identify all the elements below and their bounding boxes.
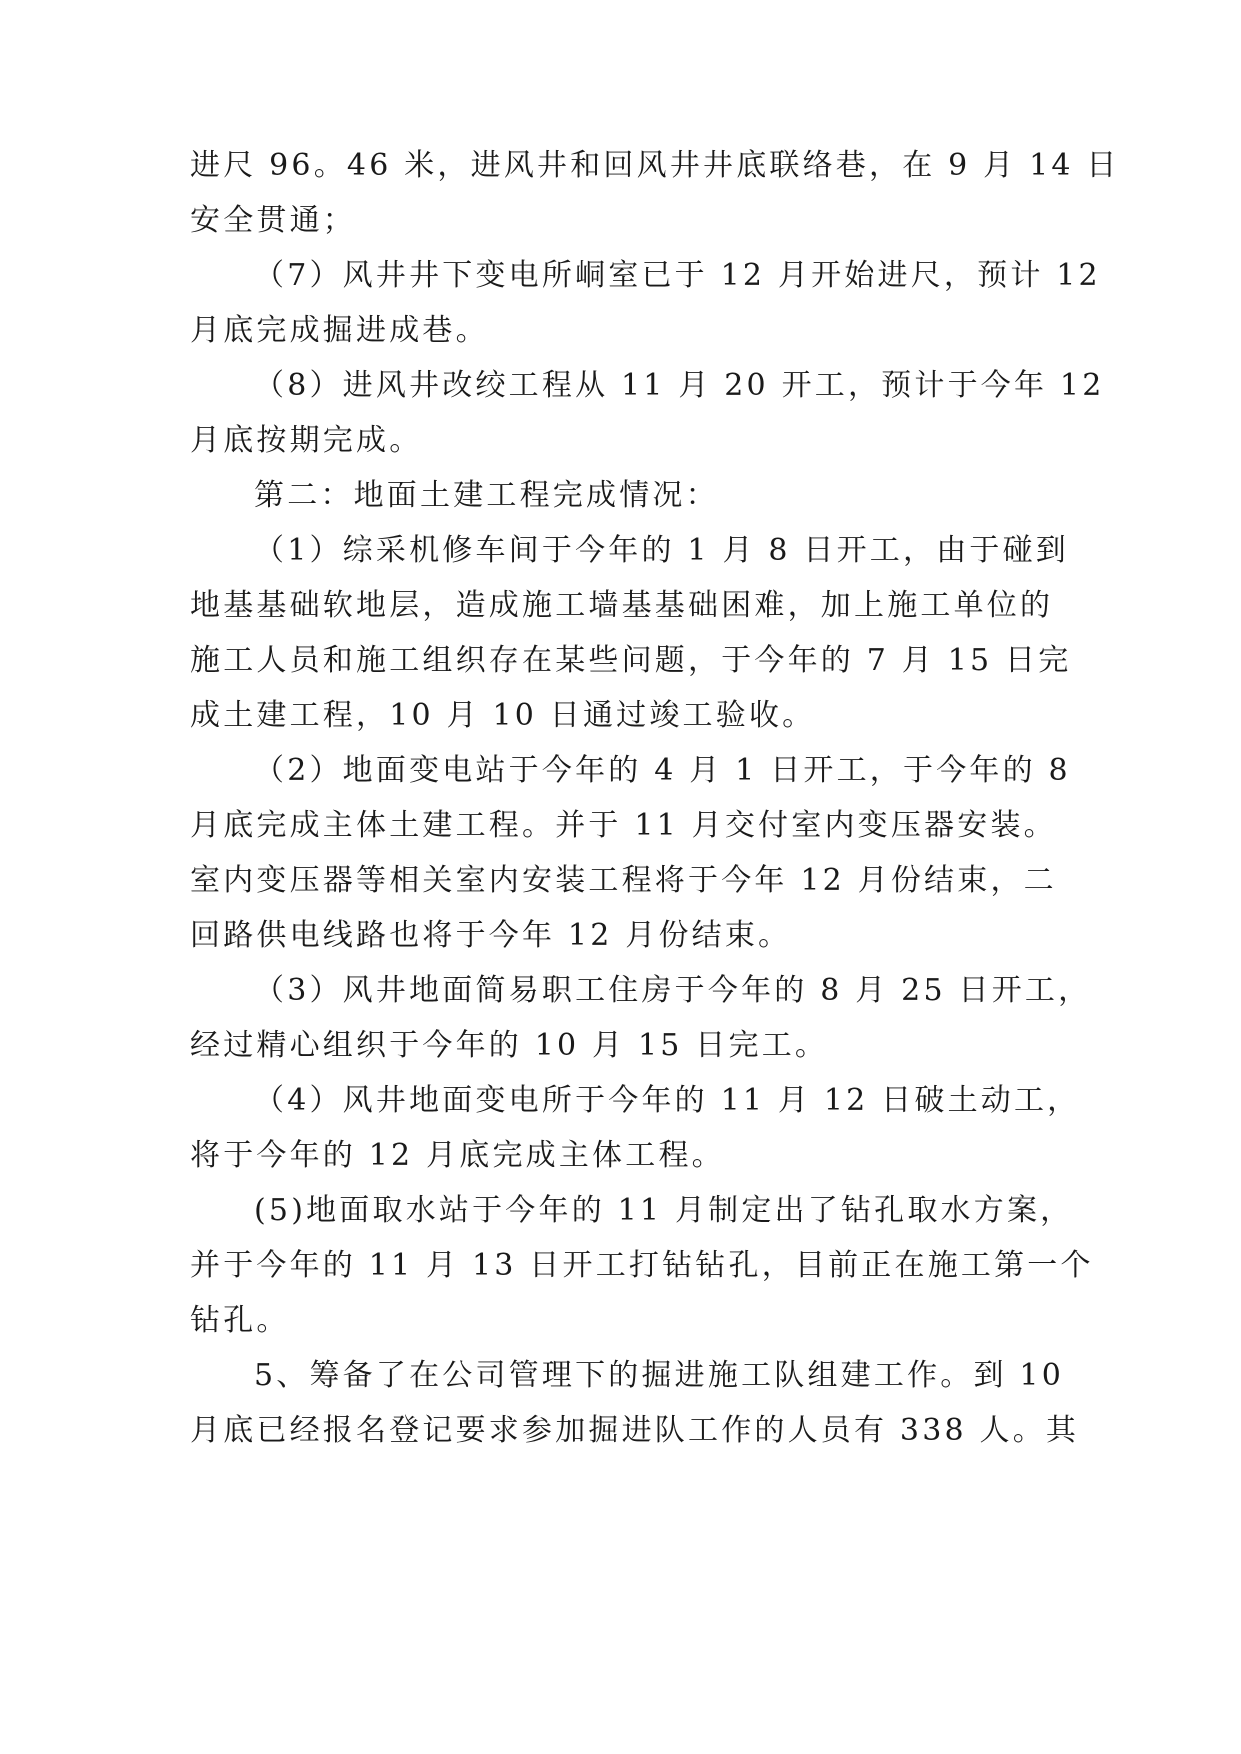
text-line: 回路供电线路也将于今年 12 月份结束。 (190, 918, 792, 953)
text-line: （4）风井地面变电所于今年的 11 月 12 日破土动工， (254, 1083, 1081, 1118)
text-line: 并于今年的 11 月 13 日开工打钻钻孔，目前正在施工第一个 (190, 1248, 1094, 1283)
section-heading: 第二：地面土建工程完成情况： (254, 478, 719, 513)
text-line: 施工人员和施工组织存在某些问题，于今年的 7 月 15 日完 (190, 643, 1072, 678)
text-line: 月底已经报名登记要求参加掘进队工作的人员有 338 人。其 (190, 1413, 1080, 1448)
text-line: 进尺 96。46 米，进风井和回风井井底联络巷，在 9 月 14 日 (190, 148, 1120, 183)
text-line: 安全贯通； (190, 203, 356, 238)
text-line: （3）风井地面简易职工住房于今年的 8 月 25 日开工， (254, 973, 1092, 1008)
text-line: 将于今年的 12 月底完成主体工程。 (190, 1138, 725, 1173)
text-line: (5)地面取水站于今年的 11 月制定出了钻孔取水方案， (254, 1193, 1074, 1228)
text-line: 月底按期完成。 (190, 423, 423, 458)
text-line: 地基基础软地层，造成施工墙基基础困难，加上施工单位的 (190, 588, 1054, 623)
text-line: （1）综采机修车间于今年的 1 月 8 日开工，由于碰到 (254, 533, 1070, 568)
text-line: 成土建工程，10 月 10 日通过竣工验收。 (190, 698, 816, 733)
text-line: 月底完成主体土建工程。并于 11 月交付室内变压器安装。 (190, 808, 1057, 843)
text-line: 室内变压器等相关室内安装工程将于今年 12 月份结束，二 (190, 863, 1057, 898)
text-line: （2）地面变电站于今年的 4 月 1 日开工，于今年的 8 (254, 753, 1071, 788)
text-line: 钻孔。 (190, 1303, 290, 1338)
text-line: （8）进风井改绞工程从 11 月 20 开工，预计于今年 12 (254, 368, 1105, 403)
text-line: 5、筹备了在公司管理下的掘进施工队组建工作。到 10 (254, 1358, 1064, 1393)
text-line: 经过精心组织于今年的 10 月 15 日完工。 (190, 1028, 829, 1063)
text-line: 月底完成掘进成巷。 (190, 313, 489, 348)
text-line: （7）风井井下变电所峒室已于 12 月开始进尺，预计 12 (254, 258, 1101, 293)
